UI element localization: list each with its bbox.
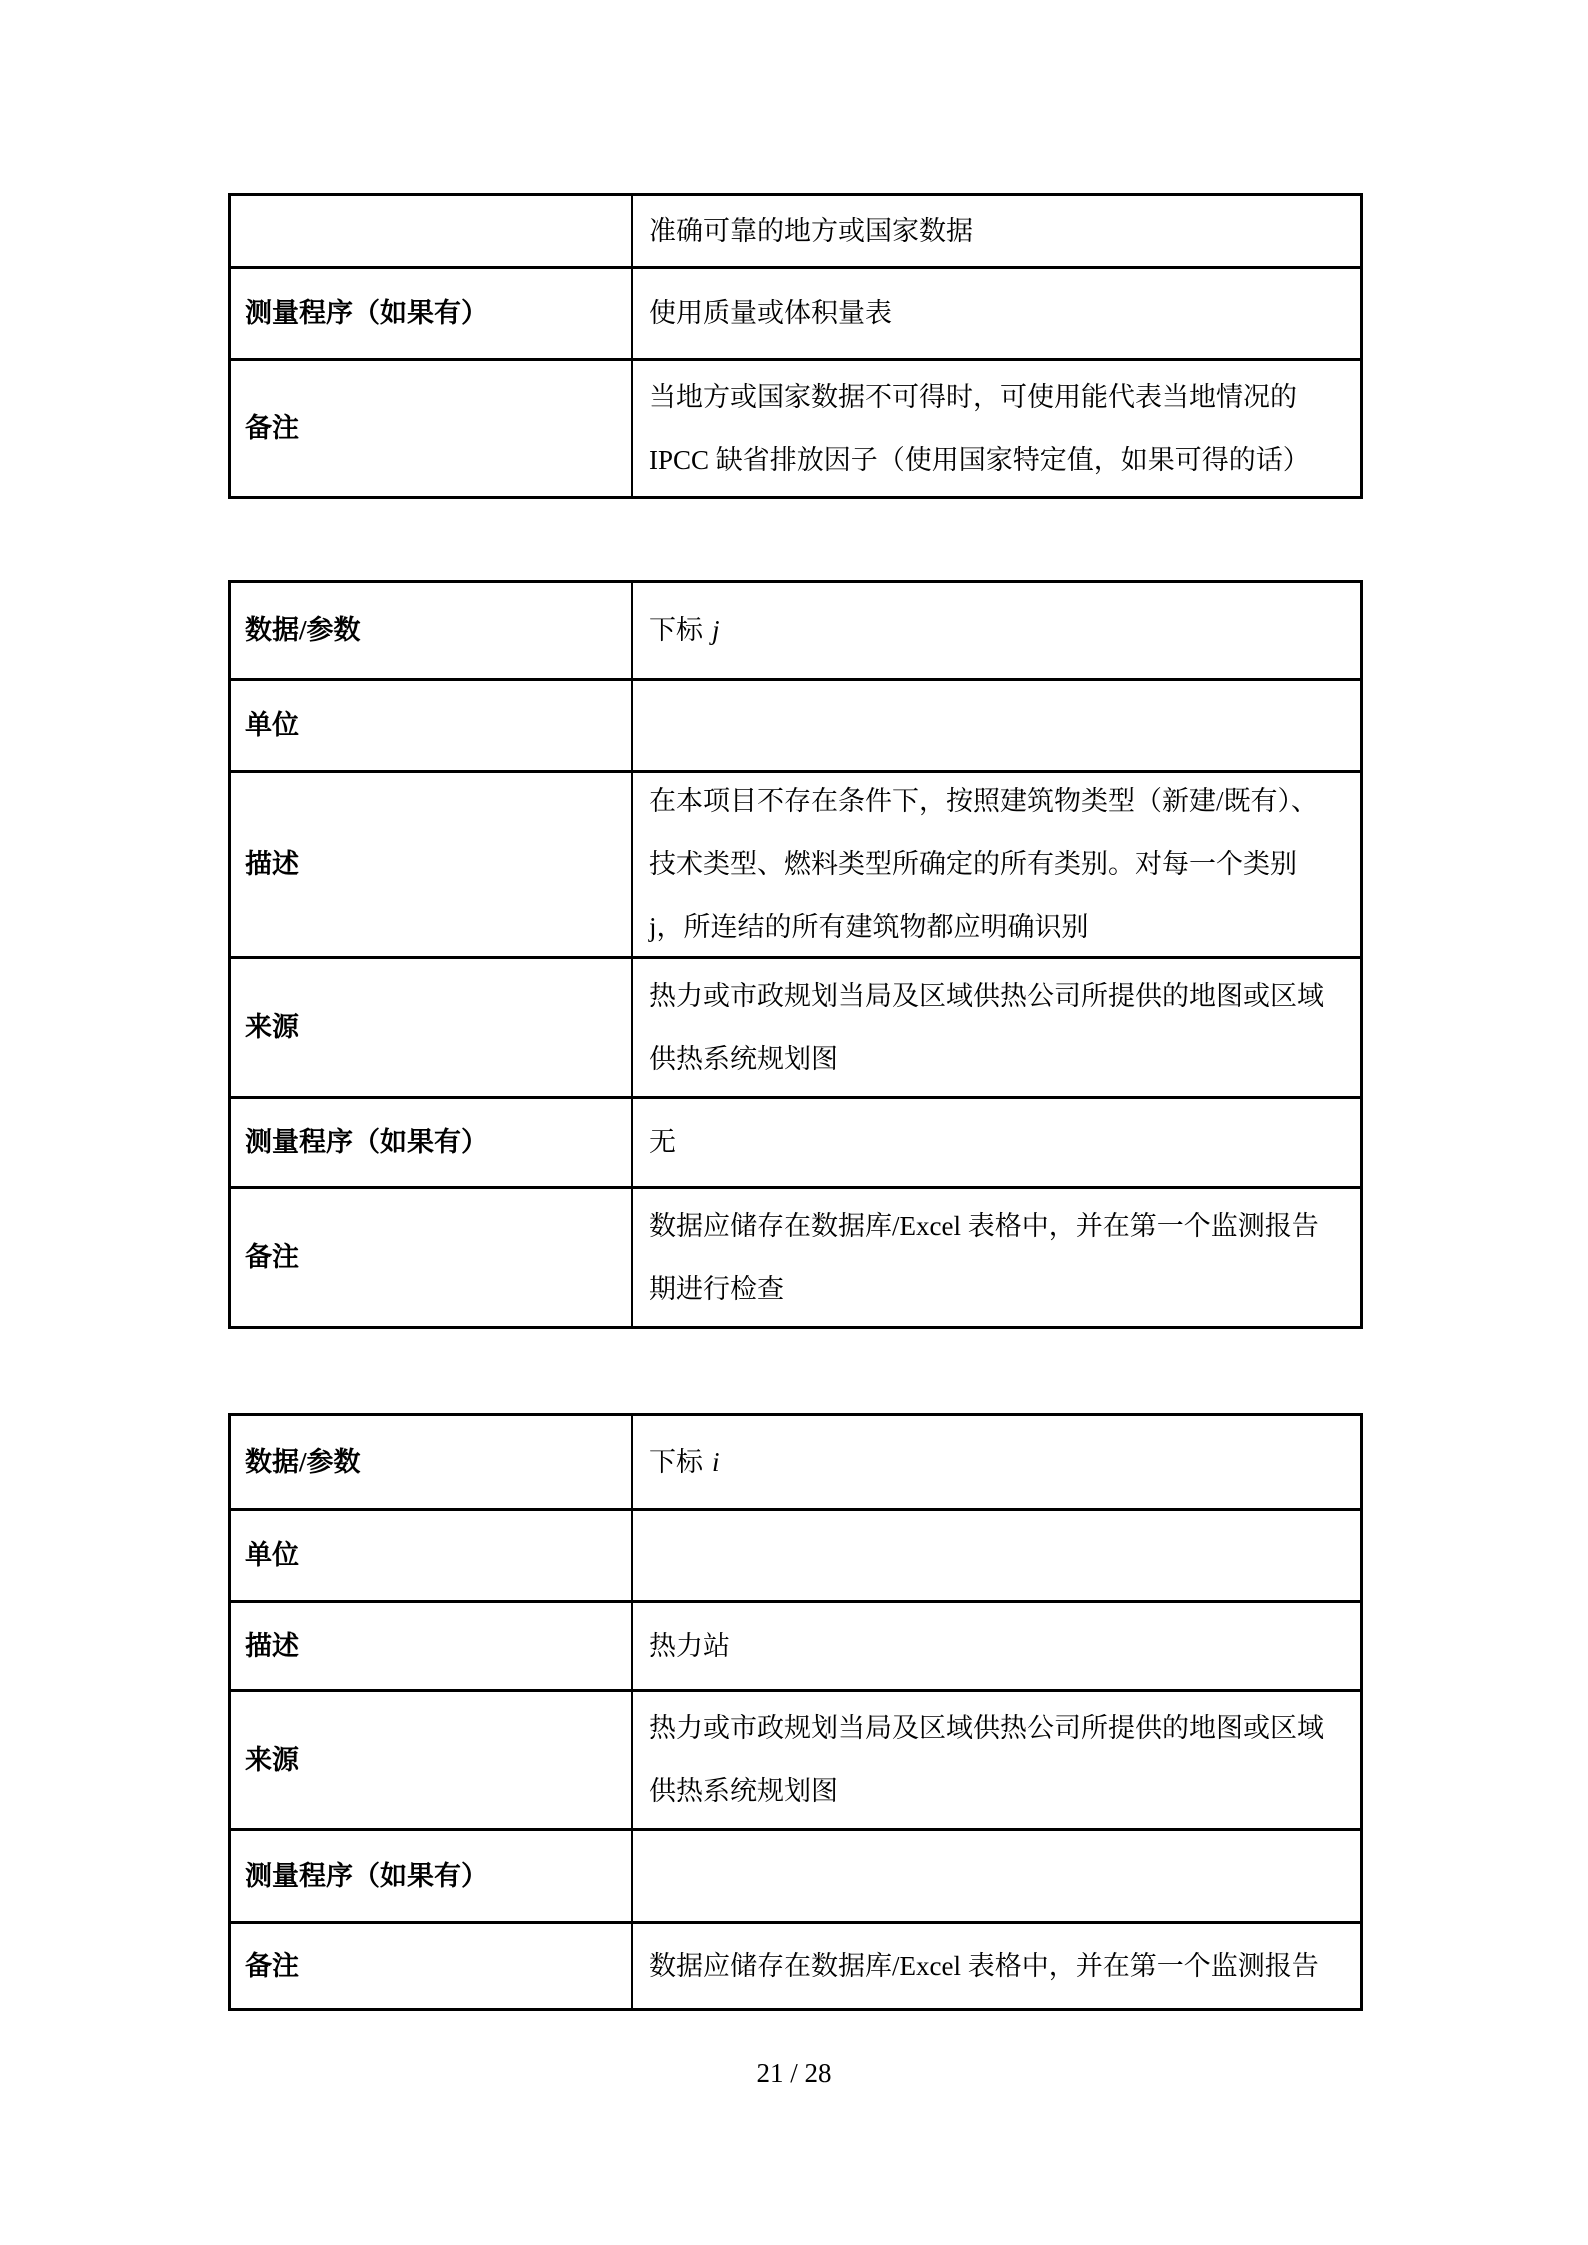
row-label: 备注 (245, 413, 299, 443)
table-row (231, 956, 1360, 1096)
table-row (231, 1186, 1360, 1326)
row-value: 在本项目不存在条件下，按照建筑物类型（新建/既有）、技术类型、燃料类型所确定的所有类别。对每一个类别 j，所连结的所有建筑物都应明确识别 (649, 786, 1319, 942)
table-row (231, 1921, 1360, 2008)
table-row (231, 266, 1360, 358)
row-label: 测量程序（如果有） (245, 1860, 488, 1891)
page-number: 21 / 28 (756, 2058, 832, 2088)
row-label-cell (231, 196, 633, 266)
row-value: 数据应储存在数据库/Excel 表格中，并在第一个监测报告期进行检查 (649, 1210, 1319, 1304)
row-label: 描述 (245, 1630, 299, 1661)
row-value: 数据应储存在数据库/Excel 表格中，并在第一个监测报告 (649, 1950, 1319, 1981)
table-row (231, 770, 1360, 956)
table-row (231, 196, 1360, 266)
row-label-cell (231, 773, 633, 956)
table-row (231, 583, 1360, 678)
table-measurement-parameter-continued (228, 193, 1363, 499)
row-value-cell (633, 196, 1360, 266)
table-data-parameter-j (228, 580, 1363, 1329)
row-label: 来源 (245, 1012, 299, 1042)
table-row (231, 1828, 1360, 1921)
row-value-cell (633, 269, 1360, 358)
row-label: 来源 (245, 1744, 299, 1775)
table-row (231, 1600, 1360, 1689)
row-label-cell (231, 1416, 633, 1508)
row-value-cell (633, 959, 1360, 1096)
row-value-cell (633, 1692, 1360, 1828)
table-row (231, 678, 1360, 770)
table-row (231, 1689, 1360, 1828)
table-row (231, 1416, 1360, 1508)
row-label-cell (231, 269, 633, 358)
row-label: 测量程序（如果有） (245, 1127, 488, 1157)
row-label: 单位 (245, 710, 299, 740)
row-value: 无 (649, 1127, 676, 1157)
row-label: 数据/参数 (245, 1446, 361, 1477)
table-data-parameter-i (228, 1413, 1363, 2011)
row-value-cell (633, 1511, 1360, 1600)
row-value: 热力或市政规划当局及区域供热公司所提供的地图或区域供热系统规划图 (649, 1713, 1324, 1806)
subscript-variable: i (712, 1446, 720, 1477)
row-label: 数据/参数 (245, 615, 361, 645)
row-label: 备注 (245, 1242, 299, 1272)
row-value: 热力站 (649, 1630, 730, 1661)
row-value-cell (633, 1416, 1360, 1508)
row-label-cell (231, 583, 633, 678)
row-label-cell (231, 1511, 633, 1600)
row-label-cell (231, 1189, 633, 1326)
row-value-cell (633, 1189, 1360, 1326)
row-label: 单位 (245, 1540, 299, 1570)
row-label-cell (231, 1603, 633, 1689)
row-value: 当地方或国家数据不可得时，可使用能代表当地情况的 IPCC 缺省排放因子（使用国家特定值，如果可得的话） (649, 381, 1310, 475)
row-label-cell (231, 681, 633, 770)
row-value: 下标 (649, 1446, 703, 1477)
row-label-cell (231, 361, 633, 496)
row-label-cell (231, 1924, 633, 2008)
row-value: 下标 (649, 615, 703, 645)
row-label-cell (231, 1831, 633, 1921)
table-row (231, 1508, 1360, 1600)
table-row (231, 358, 1360, 496)
row-value: 准确可靠的地方或国家数据 (649, 215, 973, 246)
row-label: 测量程序（如果有） (245, 298, 488, 328)
row-label-cell (231, 1692, 633, 1828)
row-label-cell (231, 959, 633, 1096)
row-label-cell (231, 1099, 633, 1186)
row-value-cell (633, 1924, 1360, 2008)
row-value-cell (633, 1603, 1360, 1689)
row-value-cell (633, 773, 1360, 956)
row-value-cell (633, 681, 1360, 770)
row-label: 描述 (245, 849, 299, 879)
row-label: 备注 (245, 1950, 299, 1981)
row-value-cell (633, 583, 1360, 678)
table-row (231, 1096, 1360, 1186)
row-value: 热力或市政规划当局及区域供热公司所提供的地图或区域供热系统规划图 (649, 980, 1324, 1074)
row-value-cell (633, 1099, 1360, 1186)
subscript-variable: j (712, 615, 720, 645)
row-value-cell (633, 361, 1360, 496)
row-value: 使用质量或体积量表 (649, 298, 892, 328)
row-value-cell (633, 1831, 1360, 1921)
